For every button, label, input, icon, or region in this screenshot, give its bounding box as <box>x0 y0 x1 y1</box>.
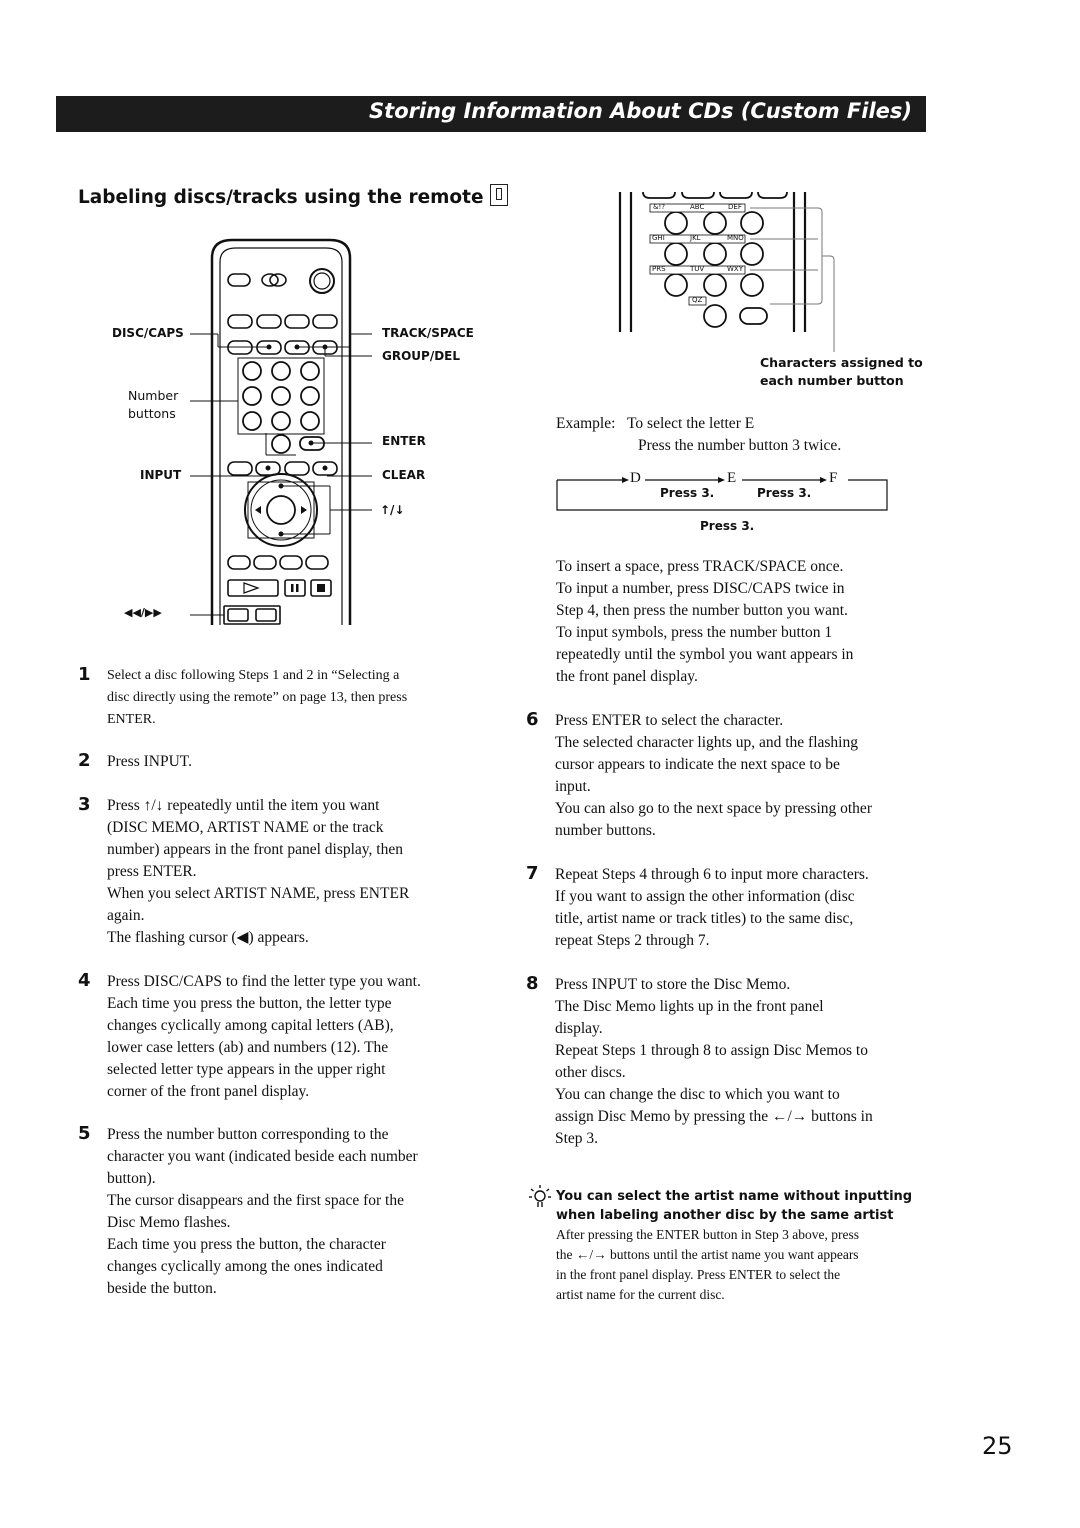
note-line: To input a number, press DISC/CAPS twice in <box>556 580 845 597</box>
step-line: beside the button. <box>107 1280 217 1297</box>
step-line: Press the number button corresponding to the <box>107 1126 389 1143</box>
header-title: Storing Information About CDs (Custom Files) <box>369 99 912 123</box>
lightbulb-icon <box>528 1184 552 1210</box>
tip-body-line: the ←/→ buttons until the artist name you want appears <box>556 1247 859 1262</box>
tip-heading-line: when labeling another disc by the same artist <box>556 1208 894 1223</box>
label-group-del: GROUP/DEL <box>382 349 461 363</box>
step-line: button). <box>107 1170 156 1187</box>
example-block <box>556 413 841 457</box>
step-line: The selected character lights up, and the flashing <box>555 734 858 751</box>
step-line: display. <box>555 1020 603 1037</box>
step-line: If you want to assign the other information (disc <box>555 888 855 905</box>
step-number: 5 <box>78 1123 91 1144</box>
example-press-3: Press 3. <box>700 519 755 533</box>
step-line: other discs. <box>555 1064 626 1081</box>
step-line: Press INPUT. <box>107 753 192 770</box>
step-number: 4 <box>78 970 91 991</box>
step-line: Press DISC/CAPS to find the letter type you want. <box>107 973 421 990</box>
step-line: Step 3. <box>555 1130 599 1147</box>
section-title <box>78 184 508 208</box>
step-line: Each time you press the button, the character <box>107 1236 386 1253</box>
keypad-label-3: DEF <box>728 203 742 211</box>
header-bar <box>56 96 926 132</box>
step-line: Press INPUT to store the Disc Memo. <box>555 976 791 993</box>
step-line: ENTER. <box>107 712 156 727</box>
step-line: Press ENTER to select the character. <box>555 712 784 729</box>
step-line: The Disc Memo lights up in the front panel <box>555 998 824 1015</box>
step-line: disc directly using the remote” on page 13, then press <box>107 690 408 705</box>
step-line: changes cyclically among capital letters (AB), <box>107 1017 394 1034</box>
step-line: Repeat Steps 4 through 6 to input more characters. <box>555 866 869 883</box>
step-line: The flashing cursor (◀) appears. <box>107 929 309 946</box>
keypad-caption-line1: Characters assigned to <box>760 355 923 370</box>
step-4 <box>78 970 487 1103</box>
example-letter-e: E <box>727 470 737 486</box>
step-line: assign Disc Memo by pressing the ←/→ buttons in <box>555 1108 873 1125</box>
step-line: Each time you press the button, the letter type <box>107 995 392 1012</box>
step-line: number) appears in the front panel display, then <box>107 841 403 858</box>
tip-block <box>556 1187 936 1305</box>
keypad-label-1: &!? <box>653 203 665 211</box>
keypad-caption-line2: each number button <box>760 373 904 388</box>
label-up-down: ↑/↓ <box>380 503 405 517</box>
step-line: (DISC MEMO, ARTIST NAME or the track <box>107 819 384 836</box>
step-line: cursor appears to indicate the next space to be <box>555 756 840 773</box>
step-line: The cursor disappears and the first space for the <box>107 1192 404 1209</box>
example-label: Example: <box>556 415 616 432</box>
step-number: 6 <box>526 709 539 730</box>
step-line: changes cyclically among the ones indicated <box>107 1258 383 1275</box>
keypad-label-7: PRS <box>652 265 666 273</box>
step-line: number buttons. <box>555 822 656 839</box>
label-track-space: TRACK/SPACE <box>382 326 474 340</box>
label-input: INPUT <box>140 468 182 482</box>
remote-icon <box>490 184 508 206</box>
example-line2: Press the number button 3 twice. <box>638 437 842 454</box>
example-cycle-diagram <box>550 466 895 516</box>
keypad-label-5: JKL <box>690 234 701 242</box>
keypad-label-4: GHI <box>652 234 665 242</box>
step-line: Repeat Steps 1 through 8 to assign Disc Memos to <box>555 1042 868 1059</box>
step-line: lower case letters (ab) and numbers (12). The <box>107 1039 389 1056</box>
tip-body-line: artist name for the current disc. <box>556 1287 725 1302</box>
step-line: corner of the front panel display. <box>107 1083 310 1100</box>
section-title-text: Labeling discs/tracks using the remote <box>78 187 484 208</box>
tip-body-line: After pressing the ENTER button in Step 3 above, press <box>556 1227 859 1242</box>
step-line: Disc Memo flashes. <box>107 1214 231 1231</box>
page-number: 25 <box>982 1432 1013 1460</box>
step-7 <box>526 863 935 952</box>
keypad-label-2: ABC <box>690 203 705 211</box>
step-line: again. <box>107 907 145 924</box>
note-line: To insert a space, press TRACK/SPACE once. <box>556 558 844 575</box>
tip-body-line: in the front panel display. Press ENTER to select the <box>556 1267 841 1282</box>
example-letter-f: F <box>829 470 838 486</box>
step-line: Select a disc following Steps 1 and 2 in “Selecting a <box>107 668 400 683</box>
step-line: When you select ARTIST NAME, press ENTER <box>107 885 410 902</box>
step-number: 2 <box>78 750 91 771</box>
example-press-1: Press 3. <box>660 486 715 500</box>
keypad-label-6: MNO <box>727 234 744 242</box>
note-line: repeatedly until the symbol you want appears in <box>556 646 854 663</box>
step-number: 3 <box>78 794 91 815</box>
step-line: You can change the disc to which you want to <box>555 1086 840 1103</box>
note-line: To input symbols, press the number button 1 <box>556 624 833 641</box>
note-line: Step 4, then press the number button you want. <box>556 602 848 619</box>
step-line: selected letter type appears in the upper right <box>107 1061 386 1078</box>
step-8 <box>526 973 935 1150</box>
step-line: You can also go to the next space by pressing other <box>555 800 872 817</box>
keypad-label-8: TUV <box>690 265 705 273</box>
tip-heading-line: You can select the artist name without inputting <box>556 1189 913 1204</box>
example-letter-d: D <box>630 470 641 486</box>
label-skip: ◀◀/▶▶ <box>124 606 162 619</box>
keypad-label-9: WXY <box>727 265 743 273</box>
step-1 <box>78 664 487 731</box>
step-line: Press ↑/↓ repeatedly until the item you want <box>107 797 380 814</box>
step-6 <box>526 709 935 842</box>
step-number: 7 <box>526 863 539 884</box>
label-clear: CLEAR <box>382 468 426 482</box>
example-press-2: Press 3. <box>757 486 812 500</box>
step-line: title, artist name or track titles) to the same disc, <box>555 910 854 927</box>
example-line1: To select the letter E <box>627 415 755 432</box>
step-line: character you want (indicated beside each number <box>107 1148 418 1165</box>
step-3 <box>78 794 487 949</box>
step-line: input. <box>555 778 591 795</box>
label-disc-caps: DISC/CAPS <box>112 326 184 340</box>
step-5 <box>78 1123 487 1300</box>
label-enter: ENTER <box>382 434 426 448</box>
right-notes <box>556 556 936 688</box>
note-line: the front panel display. <box>556 668 698 685</box>
label-number: Number <box>128 388 179 403</box>
step-number: 1 <box>78 664 91 685</box>
step-line: press ENTER. <box>107 863 197 880</box>
step-2 <box>78 750 487 773</box>
step-number: 8 <box>526 973 539 994</box>
keypad-caption <box>760 354 923 390</box>
keypad-label-0: QZ <box>692 296 703 304</box>
step-line: repeat Steps 2 through 7. <box>555 932 710 949</box>
label-buttons: buttons <box>128 406 176 421</box>
remote-diagram <box>100 230 490 630</box>
